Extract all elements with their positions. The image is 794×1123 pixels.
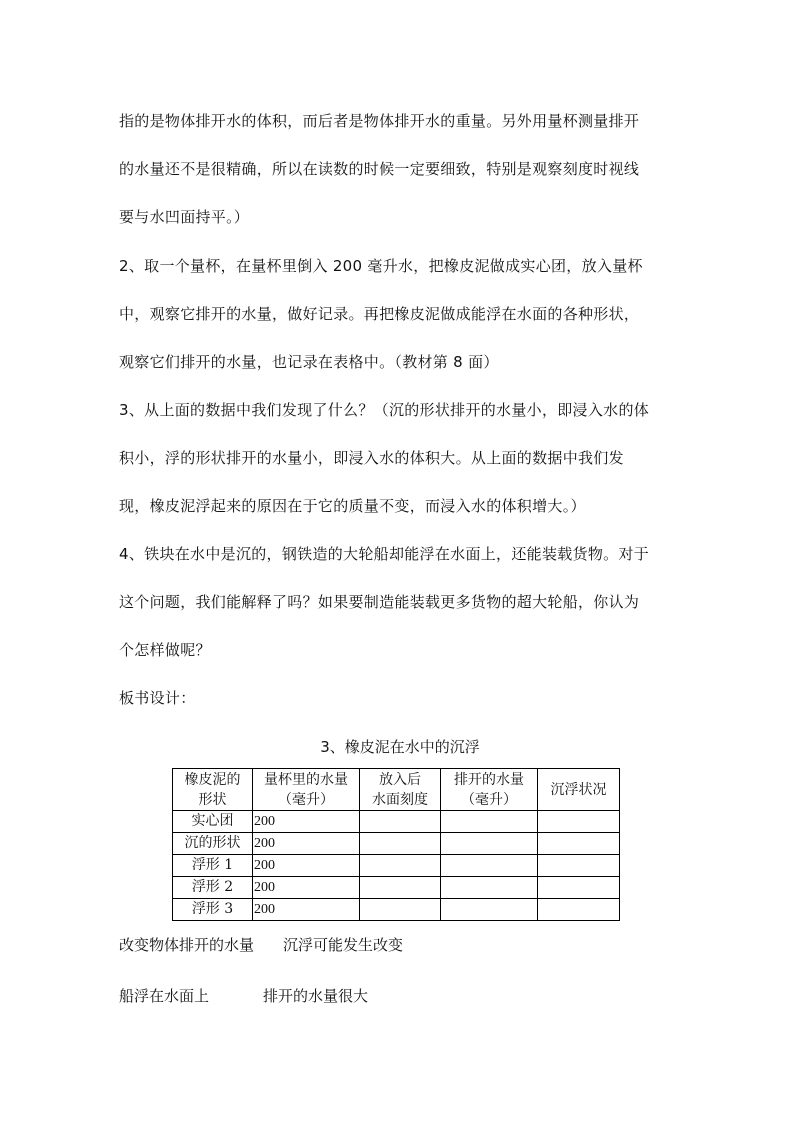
body-text-line: 的水量还不是很精确，所以在读数的时候一定要细致，特别是观察刻度时视线 — [119, 160, 640, 178]
cell-shape: 浮形 3 — [173, 899, 253, 921]
body-text-line: 个怎样做呢？ — [119, 641, 211, 659]
cell-shape: 沉的形状 — [173, 833, 253, 855]
cell-status — [538, 833, 620, 855]
section-heading-board-design: 板书设计： — [119, 689, 196, 707]
cell-displaced — [441, 855, 538, 877]
header-initial-volume — [253, 769, 360, 811]
header-line: 形状 — [198, 791, 227, 808]
header-line: （毫升） — [278, 791, 334, 808]
cell-status — [538, 877, 620, 899]
header-line: 放入后 — [379, 771, 421, 788]
cell-level — [360, 899, 441, 921]
cell-volume: 200 — [253, 811, 360, 833]
summary-cause: 改变物体排开的水量 — [119, 936, 255, 954]
cell-status — [538, 899, 620, 921]
summary-effect: 沉浮可能发生改变 — [283, 936, 404, 954]
cell-volume: 200 — [253, 877, 360, 899]
summary-line — [119, 935, 403, 955]
cell-shape: 实心团 — [173, 811, 253, 833]
table-row — [173, 877, 620, 899]
body-text-line: 积小，浮的形状排开的水量小，即浸入水的体积大。从上面的数据中我们发 — [119, 449, 624, 467]
experiment-table — [172, 768, 620, 921]
cell-volume: 200 — [253, 833, 360, 855]
cell-shape: 浮形 1 — [173, 855, 253, 877]
body-text-line: 3、从上面的数据中我们发现了什么？（沉的形状排开的水量小，即浸入水的体 — [119, 401, 650, 419]
cell-level — [360, 833, 441, 855]
cell-status — [538, 855, 620, 877]
header-line: 量杯里的水量 — [264, 771, 348, 788]
summary-effect: 排开的水量很大 — [263, 987, 369, 1005]
cell-shape: 浮形 2 — [173, 877, 253, 899]
body-text-line: 要与水凹面持平。） — [119, 208, 250, 226]
cell-displaced — [441, 833, 538, 855]
cell-level — [360, 877, 441, 899]
cell-status — [538, 811, 620, 833]
cell-volume: 200 — [253, 855, 360, 877]
body-text-line: 现，橡皮泥浮起来的原因在于它的质量不变，而浸入水的体积增大。） — [119, 497, 586, 515]
header-displaced-volume — [441, 769, 538, 811]
table-header-row — [173, 769, 620, 811]
cell-displaced — [441, 811, 538, 833]
body-text-line: 2、取一个量杯，在量杯里倒入 200 毫升水，把橡皮泥做成实心团，放入量杯 — [119, 257, 643, 275]
header-line: 排开的水量 — [454, 771, 524, 788]
table-row — [173, 811, 620, 833]
header-line: 沉浮状况 — [550, 781, 607, 798]
header-line: （毫升） — [461, 791, 517, 808]
body-text-line: 这个问题，我们能解释了吗？如果要制造能装载更多货物的超大轮船，你认为 — [119, 593, 640, 611]
summary-cause: 船浮在水面上 — [119, 987, 210, 1005]
header-water-level — [360, 769, 441, 811]
table-row — [173, 855, 620, 877]
body-text-line: 观察它们排开的水量，也记录在表格中。（教材第 8 面） — [119, 353, 499, 371]
body-text-line: 中，观察它排开的水量，做好记录。再把橡皮泥做成能浮在水面的各种形状， — [119, 305, 640, 323]
cell-volume: 200 — [253, 899, 360, 921]
cell-level — [360, 855, 441, 877]
cell-displaced — [441, 899, 538, 921]
cell-level — [360, 811, 441, 833]
summary-line — [119, 986, 368, 1006]
table-title: 3、橡皮泥在水中的沉浮 — [320, 738, 480, 756]
header-float-status — [538, 769, 620, 811]
cell-displaced — [441, 877, 538, 899]
body-text-line: 指的是物体排开水的体积，而后者是物体排开水的重量。另外用量杯测量排开 — [119, 112, 640, 130]
body-text-line: 4、铁块在水中是沉的，钢铁造的大轮船却能浮在水面上，还能装载货物。对于 — [119, 545, 650, 563]
table-row — [173, 833, 620, 855]
header-shape — [173, 769, 253, 811]
table-row — [173, 899, 620, 921]
header-line: 水面刻度 — [372, 791, 428, 808]
header-line: 橡皮泥的 — [184, 771, 241, 788]
